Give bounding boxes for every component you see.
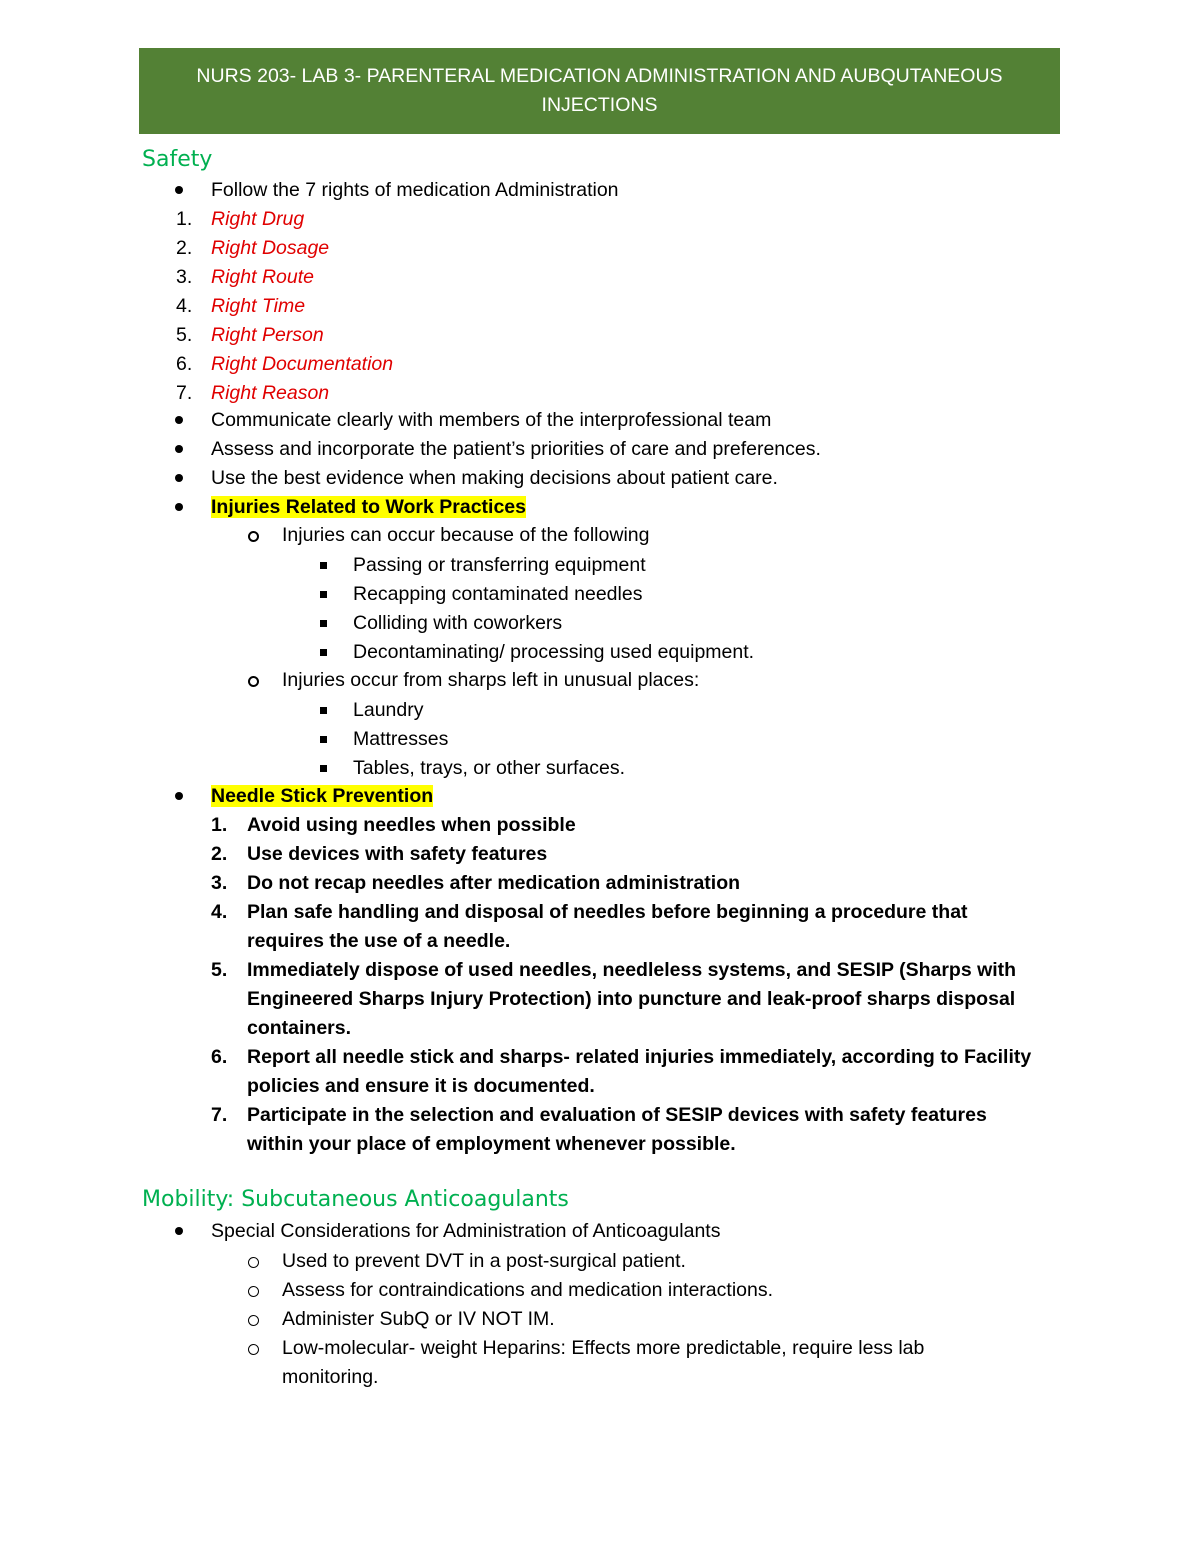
sublist-item: Tables, trays, or other surfaces. (353, 757, 626, 779)
needle-item-number: 1. (211, 814, 228, 836)
injuries-heading: Injuries Related to Work Practices (211, 496, 526, 518)
bullet-icon (175, 445, 183, 453)
right-item: Right Route (211, 266, 314, 288)
needle-item-number: 5. (211, 959, 228, 981)
mobility-bullet: Special Considerations for Administration of Anticoagulants (211, 1220, 721, 1242)
needle-item-line: within your place of employment whenever possible. (247, 1133, 736, 1155)
document-header (139, 48, 1060, 134)
safety-intro: Follow the 7 rights of medication Administration (211, 179, 619, 201)
needle-item-line: Report all needle stick and sharps- related injuries immediately, according to Facility (247, 1046, 1032, 1068)
square-bullet-icon (320, 562, 327, 569)
needle-item-line: policies and ensure it is documented. (247, 1075, 595, 1097)
bullet-icon (175, 474, 183, 482)
mobility-item-line: Used to prevent DVT in a post-surgical patient. (282, 1250, 686, 1272)
mobility-heading: Mobility: Subcutaneous Anticoagulants (142, 1187, 569, 1212)
needle-item-line: Participate in the selection and evaluation of SESIP devices with safety features (247, 1104, 987, 1126)
sublist-item: Colliding with coworkers (353, 612, 563, 634)
sublist-item: Decontaminating/ processing used equipment. (353, 641, 755, 663)
hollow-bullet-icon (248, 531, 259, 542)
mobility-item-line: Low-molecular- weight Heparins: Effects more predictable, require less lab (282, 1337, 925, 1359)
title-line-2: INJECTIONS (541, 94, 658, 116)
square-bullet-icon (320, 620, 327, 627)
mobility-item-line: Assess for contraindications and medication interactions. (282, 1279, 774, 1301)
hollow-bullet-icon (248, 676, 259, 687)
needle-item-number: 2. (211, 843, 228, 865)
safety-heading: Safety (142, 147, 213, 172)
right-item: Right Drug (211, 208, 305, 230)
needle-item-line: Do not recap needles after medication administration (247, 872, 741, 894)
needle-item-number: 6. (211, 1046, 228, 1068)
bullet-icon (175, 1227, 183, 1235)
safety-bullet-item: Assess and incorporate the patient’s priorities of care and preferences. (211, 438, 821, 460)
needle-item-line: Immediately dispose of used needles, needleless systems, and SESIP (Sharps with (247, 959, 1017, 981)
square-bullet-icon (320, 765, 327, 772)
needle-item-line: Avoid using needles when possible (247, 814, 576, 836)
injuries-group2-label: Injuries occur from sharps left in unusual places: (282, 669, 700, 691)
document-title (196, 62, 1002, 120)
right-item: Right Reason (211, 382, 330, 404)
right-item: Right Dosage (211, 237, 330, 259)
right-number: 7. (176, 382, 193, 404)
needle-item-line: requires the use of a needle. (247, 930, 511, 952)
mobility-item-line: Administer SubQ or IV NOT IM. (282, 1308, 555, 1330)
needle-item-number: 3. (211, 872, 228, 894)
safety-bullet-item: Use the best evidence when making decisions about patient care. (211, 467, 778, 489)
right-number: 5. (176, 324, 193, 346)
sublist-item: Laundry (353, 699, 424, 721)
title-line-1: NURS 203- LAB 3- PARENTERAL MEDICATION ADMINISTRATION AND AUBQUTANEOUS (196, 65, 1003, 87)
right-number: 6. (176, 353, 193, 375)
square-bullet-icon (320, 591, 327, 598)
square-bullet-icon (320, 707, 327, 714)
mobility-item-line: monitoring. (282, 1366, 379, 1388)
needle-item-number: 7. (211, 1104, 228, 1126)
sublist-item: Mattresses (353, 728, 449, 750)
square-bullet-icon (320, 736, 327, 743)
right-item: Right Time (211, 295, 306, 317)
right-item: Right Documentation (211, 353, 394, 375)
bullet-icon (175, 792, 183, 800)
needle-item-line: Engineered Sharps Injury Protection) into puncture and leak-proof sharps disposal (247, 988, 1016, 1010)
needle-item-line: containers. (247, 1017, 352, 1039)
bullet-icon (175, 416, 183, 424)
hollow-bullet-icon (248, 1257, 259, 1268)
right-item: Right Person (211, 324, 324, 346)
needle-heading: Needle Stick Prevention (211, 785, 434, 807)
needle-item-line: Use devices with safety features (247, 843, 548, 865)
sublist-item: Passing or transferring equipment (353, 554, 646, 576)
injuries-group1-label: Injuries can occur because of the following (282, 524, 650, 546)
right-number: 4. (176, 295, 193, 317)
hollow-bullet-icon (248, 1286, 259, 1297)
needle-item-line: Plan safe handling and disposal of needles before beginning a procedure that (247, 901, 968, 923)
safety-bullet-item: Communicate clearly with members of the interprofessional team (211, 409, 772, 431)
right-number: 3. (176, 266, 193, 288)
sublist-item: Recapping contaminated needles (353, 583, 643, 605)
bullet-icon (175, 186, 183, 194)
hollow-bullet-icon (248, 1315, 259, 1326)
right-number: 1. (176, 208, 193, 230)
needle-item-number: 4. (211, 901, 228, 923)
hollow-bullet-icon (248, 1344, 259, 1355)
bullet-icon (175, 503, 183, 511)
right-number: 2. (176, 237, 193, 259)
square-bullet-icon (320, 649, 327, 656)
